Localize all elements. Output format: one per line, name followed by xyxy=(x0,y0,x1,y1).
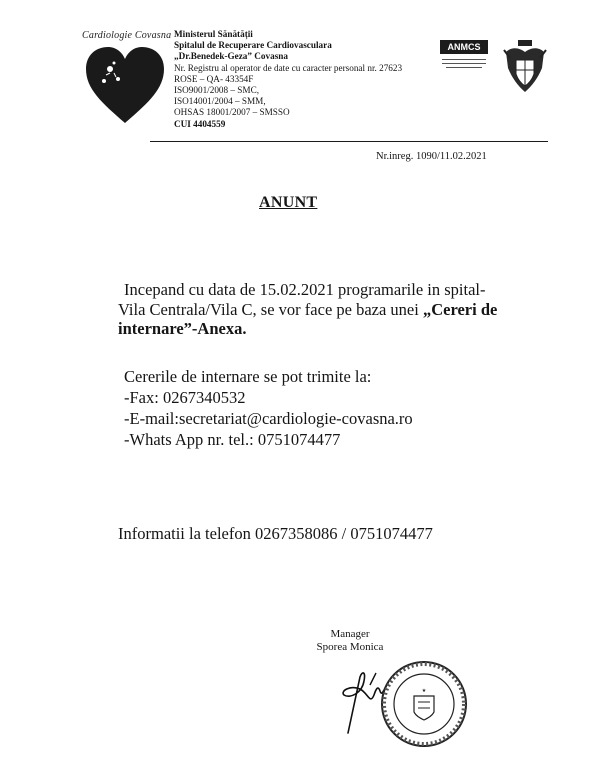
contact-email: -E-mail:secretariat@cardiologie-covasna.ro xyxy=(124,409,413,428)
official-stamp xyxy=(378,658,470,750)
svg-text:★: ★ xyxy=(421,688,427,694)
cui-number: CUI 4404559 xyxy=(174,118,226,129)
paragraph-line-2-bold: „Cereri de xyxy=(422,299,498,319)
hospital-logo-text: Cardiologie Covasna xyxy=(82,30,172,41)
rose-cert: ROSE – QA- 43354F xyxy=(174,73,254,84)
info-phone-line: Informatii la telefon 0267358086 / 0751074477 xyxy=(118,524,433,543)
contact-whatsapp: -Whats App nr. tel.: 0751074477 xyxy=(124,430,341,449)
paragraph-line-2 xyxy=(118,300,558,320)
header-divider xyxy=(150,141,548,142)
anmcs-label: ANMCS xyxy=(440,40,488,54)
signatory-name: Sporea Monica xyxy=(316,641,384,653)
registration-number: Nr.inreg. 1090/11.02.2021 xyxy=(376,151,487,162)
paragraph-line-3: internare”-Anexa. xyxy=(118,319,247,338)
signature-block xyxy=(300,628,400,654)
contact-list xyxy=(124,366,413,450)
announcement-paragraph xyxy=(118,280,558,339)
iso9001-cert: ISO9001/2008 – SMC, xyxy=(174,85,259,96)
coat-of-arms-icon xyxy=(502,38,548,96)
heart-logo-icon xyxy=(84,45,166,125)
document-title: ANUNT xyxy=(259,194,318,211)
paragraph-line-2-text: Vila Centrala/Vila C, se vor face pe baza unei xyxy=(118,299,423,319)
hospital-name-2: „Dr.Benedek-Geza” Covasna xyxy=(174,51,288,62)
signatory-role: Manager xyxy=(330,628,370,640)
iso14001-cert: ISO14001/2004 – SMM, xyxy=(174,96,266,107)
paragraph-line-1: Incepand cu data de 15.02.2021 programarile in spital- xyxy=(124,280,486,299)
contact-fax: -Fax: 0267340532 xyxy=(124,388,246,407)
anmcs-logo xyxy=(440,40,490,76)
ohsas-cert: OHSAS 18001/2007 – SMSSO xyxy=(174,107,290,118)
contacts-intro: Cererile de internare se pot trimite la: xyxy=(124,367,372,386)
hospital-name: Spitalul de Recuperare Cardiovasculara xyxy=(174,40,332,51)
hospital-header xyxy=(174,29,444,130)
data-registry-line: Nr. Registru al operator de date cu caracter personal nr. 27623 xyxy=(174,62,403,73)
ministry-name: Ministerul Sănătății xyxy=(174,29,253,39)
